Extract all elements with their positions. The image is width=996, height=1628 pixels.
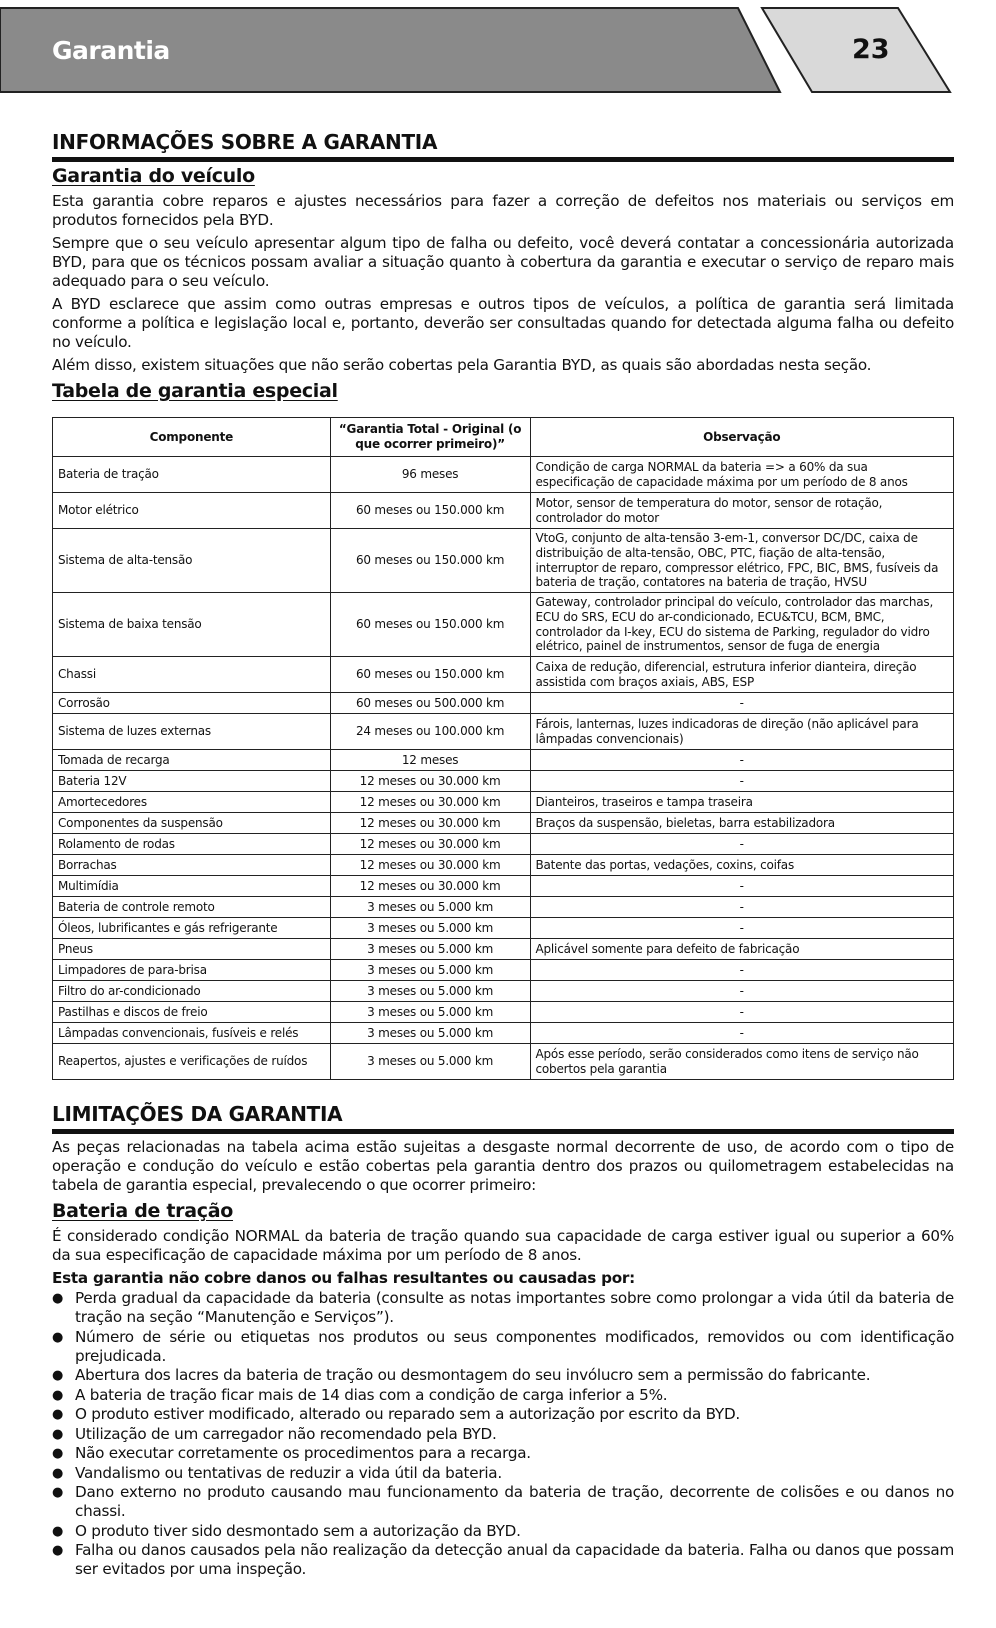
- list-item: ● Não executar corretamente os procedimentos para a recarga.: [52, 1444, 954, 1463]
- table-row: [53, 593, 954, 657]
- cell-period: 3 meses ou 5.000 km: [330, 918, 530, 939]
- table-row: [53, 813, 954, 834]
- table-row: [53, 1002, 954, 1023]
- page-number: 23: [852, 34, 890, 65]
- list-item: ● Vandalismo ou tentativas de reduzir a vida útil da bateria.: [52, 1464, 954, 1483]
- cell-component: Chassi: [53, 657, 331, 693]
- cell-period: 3 meses ou 5.000 km: [330, 1023, 530, 1044]
- cell-period: 60 meses ou 150.000 km: [330, 593, 530, 657]
- cell-component: Reapertos, ajustes e verificações de ruídos: [53, 1044, 331, 1080]
- not-covered-list: [52, 1289, 954, 1579]
- list-item: ● Dano externo no produto causando mau funcionamento da bateria de tração, decorrente de colisões e ou danos no chassi.: [52, 1483, 954, 1521]
- cell-component: Bateria de tração: [53, 457, 331, 493]
- cell-note: Braços da suspensão, bieletas, barra estabilizadora: [530, 813, 954, 834]
- cell-note: -: [530, 1023, 954, 1044]
- cell-note: -: [530, 876, 954, 897]
- cell-period: 60 meses ou 150.000 km: [330, 493, 530, 529]
- subheading-vehicle-warranty: Garantia do veículo: [52, 165, 255, 187]
- cell-component: Pneus: [53, 939, 331, 960]
- cell-component: Óleos, lubrificantes e gás refrigerante: [53, 918, 331, 939]
- table-row: [53, 855, 954, 876]
- paragraph: É considerado condição NORMAL da bateria de tração quando sua capacidade de carga estiver igual ou superior a 60% da sua especificação de capacidade máxima por um período de 8 anos.: [52, 1227, 954, 1264]
- table-row: [53, 657, 954, 693]
- table-row: [53, 918, 954, 939]
- cell-note: Dianteiros, traseiros e tampa traseira: [530, 792, 954, 813]
- paragraph: Sempre que o seu veículo apresentar algum tipo de falha ou defeito, você deverá contatar a concessionária autorizada BYD, para que os técnicos possam avaliar a situação quanto à cobertura da garantia e executar o serviço de reparo mais adequado para o seu veículo.: [52, 234, 954, 290]
- paragraph: Esta garantia cobre reparos e ajustes necessários para fazer a correção de defeitos nos materiais ou serviços em produtos fornecidos pela BYD.: [52, 192, 954, 229]
- cell-component: Sistema de luzes externas: [53, 714, 331, 750]
- cell-note: -: [530, 981, 954, 1002]
- section-heading-limitations: LIMITAÇÕES DA GARANTIA: [52, 1102, 954, 1134]
- cell-note: VtoG, conjunto de alta-tensão 3-em-1, conversor DC/DC, caixa de distribuição de alta-tensão, OBC, PTC, fiação de alta-tensão, interruptor de reparo, compressor elétrico, FPC, BIC, BMS, fusíveis da bateria de tração, contatores na bateria de tração, HVSU: [530, 529, 954, 593]
- list-item: ● O produto estiver modificado, alterado ou reparado sem a autorização por escrito da BYD.: [52, 1405, 954, 1424]
- table-body: [53, 457, 954, 1080]
- table-row: [53, 792, 954, 813]
- table-row: [53, 714, 954, 750]
- table-header-row: [53, 418, 954, 457]
- subheading-traction-battery: Bateria de tração: [52, 1200, 234, 1222]
- table-row: [53, 750, 954, 771]
- cell-note: -: [530, 1002, 954, 1023]
- table-row: [53, 457, 954, 493]
- list-item: ● A bateria de tração ficar mais de 14 dias com a condição de carga inferior a 5%.: [52, 1386, 954, 1405]
- cell-note: -: [530, 897, 954, 918]
- cell-component: Motor elétrico: [53, 493, 331, 529]
- cell-component: Lâmpadas convencionais, fusíveis e relés: [53, 1023, 331, 1044]
- list-item: ● Falha ou danos causados pela não realização da detecção anual da capacidade da bateria. Falha ou danos que possam ser evitados por uma inspeção.: [52, 1541, 954, 1579]
- warranty-table: [52, 417, 954, 1080]
- cell-period: 3 meses ou 5.000 km: [330, 1044, 530, 1080]
- table-row: [53, 876, 954, 897]
- cell-component: Corrosão: [53, 693, 331, 714]
- cell-note: Após esse período, serão considerados como itens de serviço não cobertos pela garantia: [530, 1044, 954, 1080]
- cell-component: Componentes da suspensão: [53, 813, 331, 834]
- cell-note: Motor, sensor de temperatura do motor, sensor de rotação, controlador do motor: [530, 493, 954, 529]
- cell-component: Filtro do ar-condicionado: [53, 981, 331, 1002]
- cell-period: 3 meses ou 5.000 km: [330, 981, 530, 1002]
- table-row: [53, 1023, 954, 1044]
- cell-period: 3 meses ou 5.000 km: [330, 1002, 530, 1023]
- paragraph: As peças relacionadas na tabela acima estão sujeitas a desgaste normal decorrente de uso, de acordo com o tipo de operação e condução do veículo e estão cobertas pela garantia dentro dos prazos ou quilometragem estabelecidas na tabela de garantia especial, prevalecendo o que ocorrer primeiro:: [52, 1138, 954, 1194]
- cell-period: 12 meses ou 30.000 km: [330, 813, 530, 834]
- table-row: [53, 960, 954, 981]
- page-content: [52, 130, 954, 1580]
- cell-component: Amortecedores: [53, 792, 331, 813]
- table-row: [53, 834, 954, 855]
- cell-note: Caixa de redução, diferencial, estrutura inferior dianteira, direção assistida com braços axiais, ABS, ESP: [530, 657, 954, 693]
- cell-note: -: [530, 771, 954, 792]
- paragraph: Além disso, existem situações que não serão cobertas pela Garantia BYD, as quais são abordadas nesta seção.: [52, 356, 872, 374]
- cell-component: Pastilhas e discos de freio: [53, 1002, 331, 1023]
- cell-note: -: [530, 918, 954, 939]
- cell-component: Bateria de controle remoto: [53, 897, 331, 918]
- not-covered-title: Esta garantia não cobre danos ou falhas resultantes ou causadas por:: [52, 1269, 635, 1287]
- page-header: [0, 0, 996, 100]
- cell-note: Aplicável somente para defeito de fabricação: [530, 939, 954, 960]
- table-row: [53, 897, 954, 918]
- cell-note: -: [530, 960, 954, 981]
- table-row: [53, 493, 954, 529]
- list-item: ● Utilização de um carregador não recomendado pela BYD.: [52, 1425, 954, 1444]
- table-row: [53, 693, 954, 714]
- subheading-special-table: Tabela de garantia especial: [52, 380, 338, 402]
- cell-period: 3 meses ou 5.000 km: [330, 897, 530, 918]
- cell-component: Bateria 12V: [53, 771, 331, 792]
- cell-period: 12 meses ou 30.000 km: [330, 771, 530, 792]
- cell-note: -: [530, 693, 954, 714]
- table-row: [53, 1044, 954, 1080]
- cell-period: 12 meses ou 30.000 km: [330, 792, 530, 813]
- column-header-period: “Garantia Total - Original (o que ocorrer primeiro)”: [330, 418, 530, 457]
- cell-component: Tomada de recarga: [53, 750, 331, 771]
- cell-note: -: [530, 834, 954, 855]
- cell-component: Limpadores de para-brisa: [53, 960, 331, 981]
- column-header-note: Observação: [530, 418, 954, 457]
- cell-component: Rolamento de rodas: [53, 834, 331, 855]
- cell-period: 12 meses: [330, 750, 530, 771]
- cell-period: 12 meses ou 30.000 km: [330, 855, 530, 876]
- cell-period: 12 meses ou 30.000 km: [330, 834, 530, 855]
- list-item: ● O produto tiver sido desmontado sem a autorização da BYD.: [52, 1522, 954, 1541]
- section-heading-info: INFORMAÇÕES SOBRE A GARANTIA: [52, 130, 954, 162]
- cell-note: Batente das portas, vedações, coxins, coifas: [530, 855, 954, 876]
- cell-note: Fárois, lanternas, luzes indicadoras de direção (não aplicável para lâmpadas convencionais): [530, 714, 954, 750]
- list-item: ● Abertura dos lacres da bateria de tração ou desmontagem do seu invólucro sem a permissão do fabricante.: [52, 1366, 954, 1385]
- list-item: ● Número de série ou etiquetas nos produtos ou seus componentes modificados, removidos ou com identificação prejudicada.: [52, 1328, 954, 1366]
- cell-period: 60 meses ou 150.000 km: [330, 657, 530, 693]
- cell-period: 3 meses ou 5.000 km: [330, 960, 530, 981]
- list-item: ● Perda gradual da capacidade da bateria (consulte as notas importantes sobre como prolongar a vida útil da bateria de tração na seção “Manutenção e Serviços”).: [52, 1289, 954, 1327]
- cell-period: 60 meses ou 150.000 km: [330, 529, 530, 593]
- paragraph: A BYD esclarece que assim como outras empresas e outros tipos de veículos, a política de garantia será limitada conforme a política e legislação local e, portanto, deverão ser consultadas quando for detectada alguma falha ou defeito no veículo.: [52, 295, 954, 351]
- table-row: [53, 981, 954, 1002]
- table-row: [53, 771, 954, 792]
- table-row: [53, 939, 954, 960]
- cell-note: -: [530, 750, 954, 771]
- header-title: Garantia: [52, 36, 170, 65]
- cell-note: Condição de carga NORMAL da bateria => a 60% da sua especificação de capacidade máxima por um período de 8 anos: [530, 457, 954, 493]
- cell-period: 24 meses ou 100.000 km: [330, 714, 530, 750]
- cell-component: Sistema de alta-tensão: [53, 529, 331, 593]
- cell-period: 96 meses: [330, 457, 530, 493]
- column-header-component: Componente: [53, 418, 331, 457]
- cell-component: Borrachas: [53, 855, 331, 876]
- cell-note: Gateway, controlador principal do veículo, controlador das marchas, ECU do SRS, ECU do ar-condicionado, ECU&TCU, BCM, BMC, controlador da I-key, ECU do sistema de Parking, regulador do vidro elétrico, painel de instrumentos, sensor de fuga de energia: [530, 593, 954, 657]
- cell-period: 3 meses ou 5.000 km: [330, 939, 530, 960]
- cell-component: Sistema de baixa tensão: [53, 593, 331, 657]
- cell-period: 12 meses ou 30.000 km: [330, 876, 530, 897]
- cell-component: Multimídia: [53, 876, 331, 897]
- table-row: [53, 529, 954, 593]
- cell-period: 60 meses ou 500.000 km: [330, 693, 530, 714]
